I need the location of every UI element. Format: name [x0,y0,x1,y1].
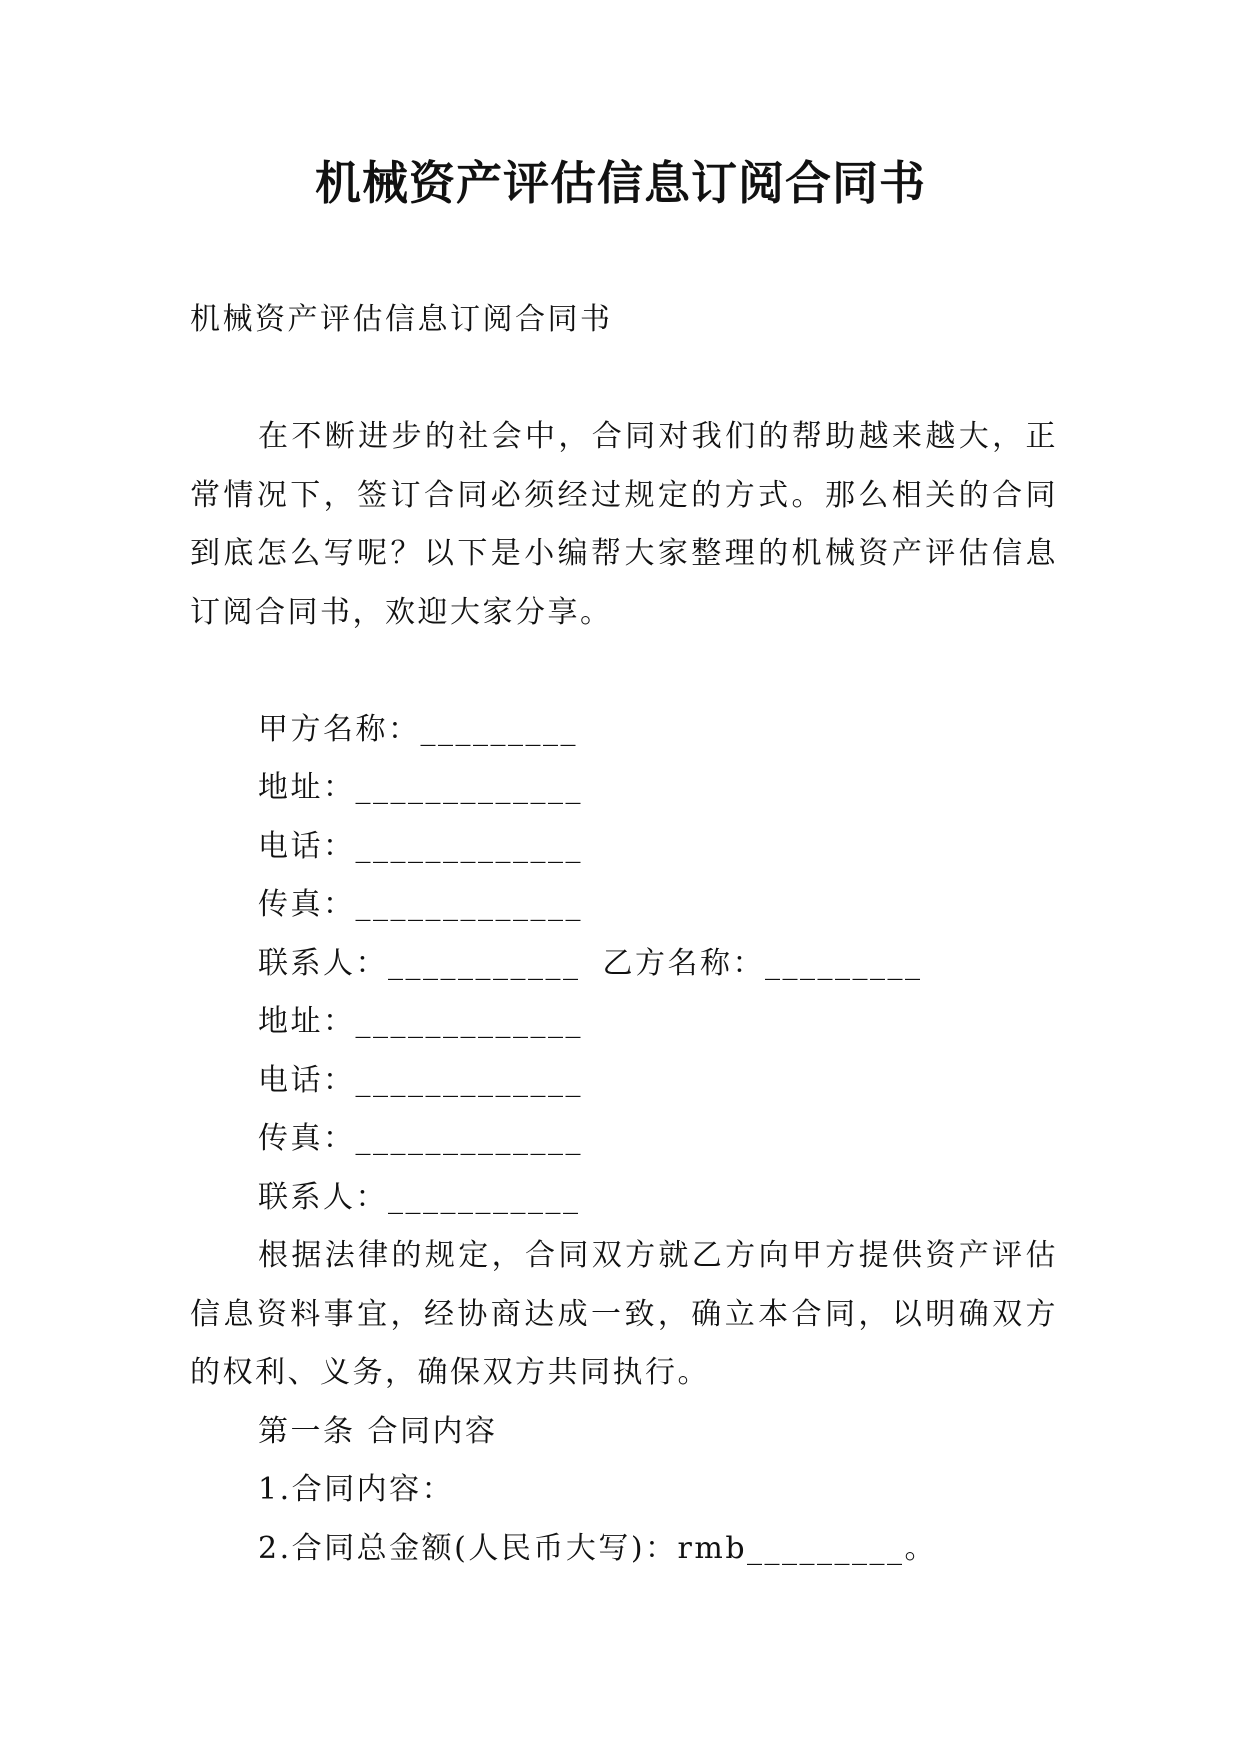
party-a-name-field [190,701,1058,760]
party-a-address: 地址：_____________ [258,770,583,805]
intro-paragraph: 在不断进步的社会中，合同对我们的帮助越来越大，正常情况下，签订合同必须经过规定的方式。那么相关的合同到底怎么写呢？以下是小编帮大家整理的机械资产评估信息订阅合同书，欢迎大家分享。 [190,419,1058,630]
party-b-fax: 传真：_____________ [258,1121,583,1156]
party-b-phone: 电话：_____________ [258,1062,583,1098]
party-a-address-field [190,759,1058,818]
party-a-phone: 电话：_____________ [258,828,583,864]
party-b-address-field [190,993,1058,1052]
document-title: 机械资产评估信息订阅合同书 [315,156,926,210]
preamble-paragraph: 根据法律的规定，合同双方就乙方向甲方提供资产评估信息资料事宜，经协商达成一致，确立本合同，以明确双方的权利、义务，确保双方共同执行。 [190,1238,1058,1390]
article-1-item-2: 2.合同总金额(人民币大写)：rmb_________。 [258,1530,938,1566]
party-a-phone-field [190,818,1058,877]
article-1-heading: 第一条 合同内容 [258,1413,498,1449]
party-b-phone-field [190,1052,1058,1111]
party-a-fax: 传真：_____________ [258,887,583,922]
party-a-contact: 联系人：___________ [258,945,581,981]
party-b-contact-field [190,1169,1058,1228]
party-b-contact: 联系人：___________ [258,1179,581,1215]
party-a-name: 甲方名称：_________ [258,711,578,747]
document-subtitle: 机械资产评估信息订阅合同书 [190,302,613,337]
contact-and-party-b-name-line [190,935,1058,994]
party-b-address: 地址：_____________ [258,1004,583,1039]
document-body [190,291,1058,1578]
party-a-fax-field [190,876,1058,935]
party-b-fax-field [190,1110,1058,1169]
article-1-item-1: 1.合同内容： [258,1472,455,1507]
party-b-name: 乙方名称：_________ [602,945,923,981]
